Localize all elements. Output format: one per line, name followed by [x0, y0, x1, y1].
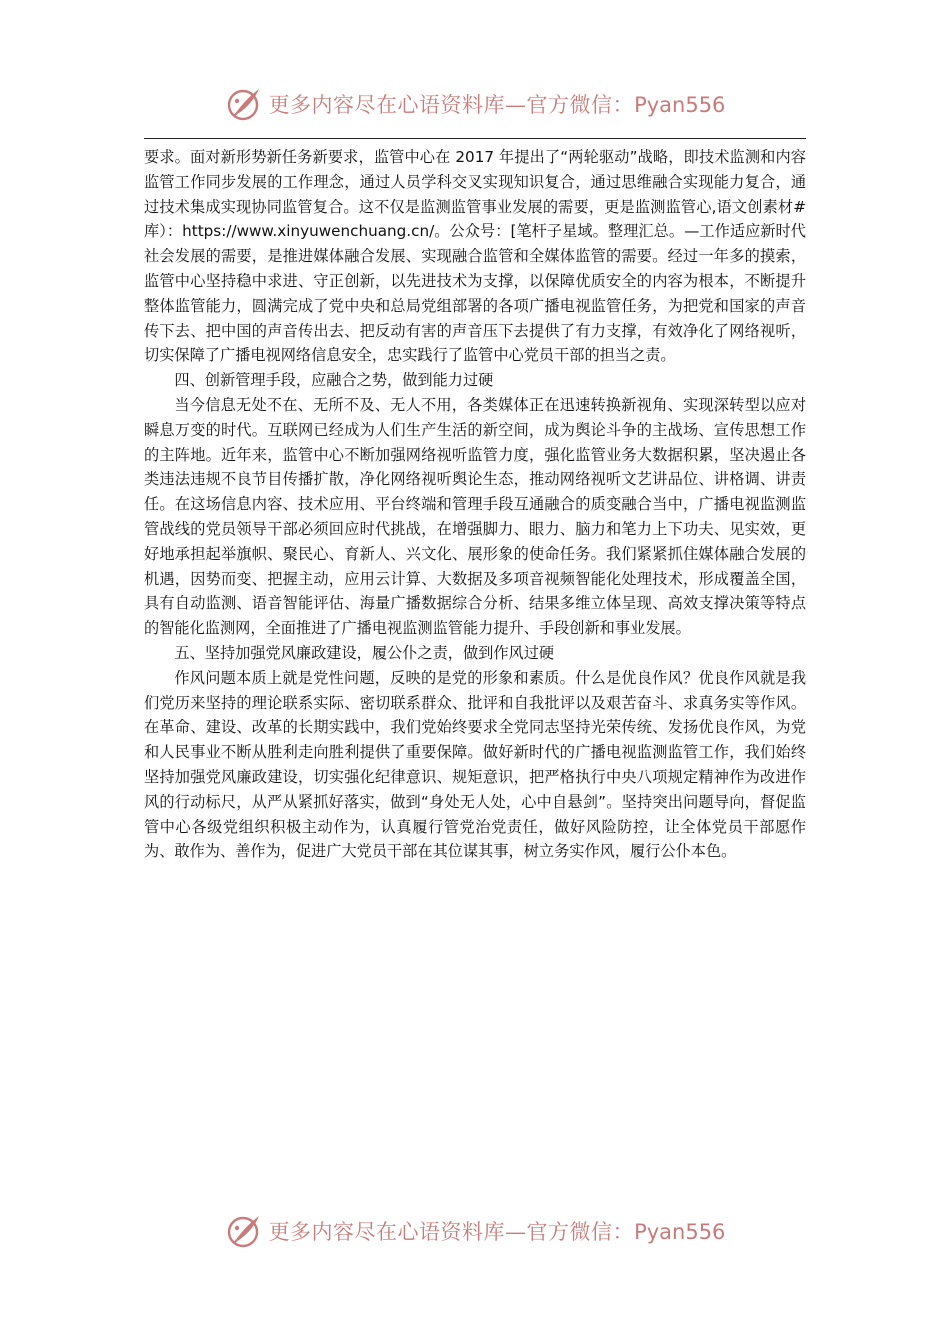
document-body: [144, 145, 806, 864]
section-heading: 四、创新管理手段，应融合之势，做到能力过硬: [174, 371, 494, 390]
wechat-handle: Pyan556: [634, 1220, 726, 1244]
wechat-handle: Pyan556: [634, 93, 726, 117]
footer-watermark: [0, 1209, 950, 1253]
body-paragraph: 作风问题本质上就是党性问题，反映的是党的形象和素质。什么是优良作风？优良作风就是我们党历来坚持的理论联系实际、密切联系群众、批评和自我批评以及艰苦奋斗、求真务实等作风。在革命、建设、改革的长期实践中，我们党始终要求全党同志坚持光荣传统、发扬优良作风，为党和人民事业不断从胜利走向胜利提供了重要保障。做好新时代的广播电视监测监管工作，我们始终坚持加强党风廉政建设，切实强化纪律意识、规矩意识，把严格执行中央八项规定精神作为改进作风的行动标尺，从严从紧抓好落实，做到“身处无人处，心中自悬剑”。坚持突出问题导向，督促监管中心各级党组织积极主动作为，认真履行管党治党责任，做好风险防控，让全体党员干部愿作为、敢作为、善作为，促进广大党员干部在其位谋其事，树立务实作风，履行公仆本色。: [144, 668, 806, 861]
banner-text: [269, 89, 726, 119]
quill-logo-icon: [225, 1211, 265, 1251]
header-divider: [144, 138, 806, 139]
body-paragraph: 要求。面对新形势新任务新要求，监管中心在 2017 年提出了“两轮驱动”战略，即技术监测和内容监管工作同步发展的工作理念，通过人员学科交叉实现知识复合，通过思维融合实现能力复合，通过技术集成实现协同监管复合。这不仅是监测监管事业发展的需要，更是监测监管心,语文创素材#库）：https://www.xinyuwenchuang.cn/。公众号：[笔杆子星域。整理汇总。—工作适应新时代社会发展的需要，是推进媒体融合发展、实现融合监管和全媒体监管的需要。经过一年多的摸索，监管中心坚持稳中求进、守正创新，以先进技术为支撑，以保障优质安全的内容为根本，不断提升整体监管能力，圆满完成了党中央和总局党组部署的各项广播电视监管任务，为把党和国家的声音传下去、把中国的声音传出去、把反动有害的声音压下去提供了有力支撑，有效净化了网络视听，切实保障了广播电视网络信息安全，忠实践行了监管中心党员干部的担当之责。: [144, 148, 806, 365]
banner-label: 更多内容尽在心语资料库—官方微信：: [268, 93, 635, 117]
banner-label: 更多内容尽在心语资料库—官方微信：: [268, 1220, 635, 1244]
section-heading: 五、坚持加强党风廉政建设，履公仆之责，做到作风过硬: [174, 643, 555, 662]
quill-logo-icon: [225, 84, 265, 124]
banner-text: [269, 1216, 726, 1246]
header-watermark: [0, 82, 950, 126]
body-paragraph: 当今信息无处不在、无所不及、无人不用，各类媒体正在迅速转换新视角、实现深转型以应对瞬息万变的时代。互联网已经成为人们生产生活的新空间，成为舆论斗争的主战场、宣传思想工作的主阵地。近年来，监管中心不断加强网络视听监管力度，强化监管业务大数据积累，坚决遏止各类违法违规不良节目传播扩散，净化网络视听舆论生态，推动网络视听文艺讲品位、讲格调、讲责任。在这场信息内容、技术应用、平台终端和管理手段互通融合的质变融合当中，广播电视监测监管战线的党员领导干部必须回应时代挑战，在增强脚力、眼力、脑力和笔力上下功夫、见实效，更好地承担起举旗帜、聚民心、育新人、兴文化、展形象的使命任务。我们紧紧抓住媒体融合发展的机遇，因势而变、把握主动，应用云计算、大数据及多项音视频智能化处理技术，形成覆盖全国，具有自动监测、语音智能评估、海量广播数据综合分析、结果多维立体呈现、高效支撑决策等特点的智能化监测网，全面推进了广播电视监测监管能力提升、手段创新和事业发展。: [144, 395, 806, 638]
